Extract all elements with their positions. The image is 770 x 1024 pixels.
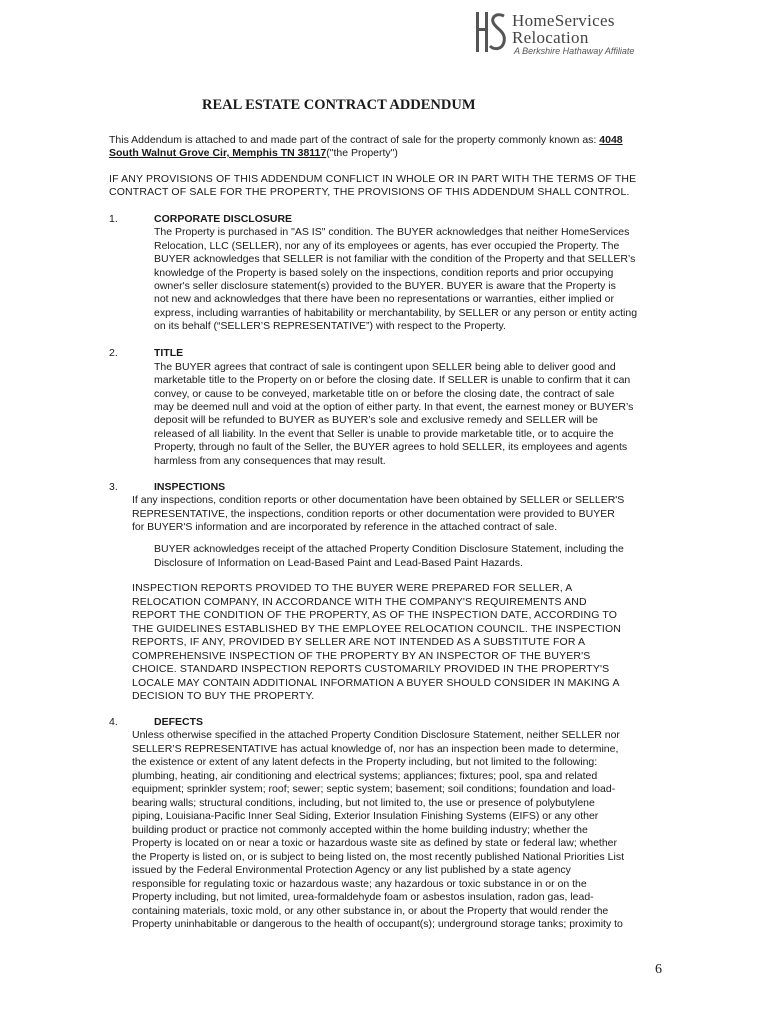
conflict-clause-line: IF ANY PROVISIONS OF THIS ADDENDUM CONFLICT IN WHOLE OR IN PART WITH THE TERMS OF THE: [109, 173, 637, 185]
section-number: 3.: [109, 481, 118, 493]
section-line: containing materials, toxic mold, or any other substance in, or about the Property that would render the: [132, 904, 609, 917]
section-line: Property, through no fault of the Seller, the BUYER agrees to hold SELLER, its employees and agents: [154, 441, 628, 453]
inspection-caps-line: LOCALE MAY CONTAIN ADDITIONAL INFORMATION A BUYER SHOULD CONSIDER IN MAKING A: [132, 676, 620, 689]
property-address-part2: South Walnut Grove Cir, Memphis TN 38117: [109, 147, 327, 159]
inspection-caps-line: COMPREHENSIVE INSPECTION OF THE PROPERTY BY AN INSPECTOR OF THE BUYER'S: [132, 649, 591, 662]
section-line: Property is located on or near a toxic or hazardous waste site as defined by state or federal law; whether: [132, 837, 618, 849]
section-line: If any inspections, condition reports or other documentation have been obtained by SELLER or SELLER'S: [132, 494, 625, 506]
section-heading: CORPORATE DISCLOSURE: [154, 213, 293, 225]
section-line: BUYER acknowledges that SELLER is not familiar with the condition of the Property and that SELLER’s: [154, 253, 636, 265]
section-heading: INSPECTIONS: [154, 481, 226, 493]
section-number: 1.: [109, 213, 118, 225]
inspection-caps-line: CHOICE. STANDARD INSPECTION REPORTS CUSTOMARILY PROVIDED IN THE PROPERTY'S: [132, 663, 610, 675]
section-line: plumbing, heating, air conditioning and electrical systems; appliances; fixtures; pool, spa and related: [132, 769, 598, 782]
inspection-caps-line: DECISION TO BUY THE PROPERTY.: [132, 690, 315, 702]
section-line: marketable title to the Property on or before the closing date. If SELLER is unable to confirm that it can: [154, 374, 631, 386]
inspection-caps-line: INSPECTION REPORTS PROVIDED TO THE BUYER WERE PREPARED FOR SELLER, A: [132, 582, 573, 594]
section-line: deposit will be refunded to BUYER as BUYER’s sole and exclusive remedy and SELLER will be: [154, 414, 598, 426]
section-line: knowledge of the Property is based solely on the inspections, condition reports and prior occupying: [154, 266, 614, 279]
inspection-caps-line: REPORTS, IF ANY, PROVIDED BY SELLER ARE NOT INTENDED AS A SUBSTITUTE FOR A: [132, 636, 586, 648]
section-line: convey, or cause to be conveyed, marketable title on or before the closing date, the contract of sale: [154, 387, 615, 400]
section-line: building product or practice not commonly accepted within the home building industry; whether the: [132, 823, 588, 836]
intro-line-1: [109, 134, 623, 147]
intro-suffix: ("the Property"): [326, 147, 398, 159]
section-line: SELLER’S REPRESENTATIVE has actual knowledge of, nor has an inspection been made to determine,: [132, 742, 619, 755]
section-line: piping, Louisiana-Pacific Inner Seal Siding, Exterior Insulation Finishing Systems (EIFS) or any other: [132, 810, 599, 822]
logo-brand-line2: Relocation: [512, 28, 589, 47]
section-line: responsible for regulating toxic or hazardous waste; any hazardous or toxic substance in or on the: [132, 877, 587, 890]
section-line: issued by the Federal Environmental Protection Agency or any list published by a state agency: [132, 864, 571, 876]
section-line: harmless from any consequences that may result.: [154, 454, 386, 467]
section-heading: TITLE: [154, 347, 184, 359]
inspection-caps-line: THE GUIDELINES ESTABLISHED BY THE EMPLOYEE RELOCATION COUNCIL. THE INSPECTION: [132, 622, 622, 635]
company-logo: [474, 10, 654, 54]
section-number: 2.: [109, 347, 118, 359]
section-line: The Property is purchased in "AS IS" condition. The BUYER acknowledges that neither HomeServices: [154, 226, 630, 238]
property-address-part1: 4048: [599, 134, 623, 146]
section-line: may be deemed null and void at the option of either party. In that event, the earnest money or BUYER’s: [154, 401, 634, 413]
section-line: Property including, but not limited, urea-formaldehyde foam or asbestos insulation, radon gas, lead-: [132, 891, 594, 903]
intro-line-2: [109, 147, 398, 160]
section-line: released of all liability. In the event that Seller is unable to provide marketable title, or to acquire the: [154, 427, 614, 440]
hs-monogram-icon: [474, 10, 508, 54]
section-line: for BUYER'S information and are incorporated by reference in the attached contract of sale.: [132, 521, 558, 533]
section-line: BUYER acknowledges receipt of the attached Property Condition Disclosure Statement, including the: [154, 543, 624, 555]
section-number: 4.: [109, 716, 118, 728]
logo-tagline: A Berkshire Hathaway Affiliate: [514, 46, 635, 56]
section-line: Relocation, LLC (SELLER), nor any of its employees or agents, has ever occupied the Property. The: [154, 239, 620, 252]
section-line: on its behalf (“SELLER’S REPRESENTATIVE”) with respect to the Property.: [154, 320, 506, 332]
section-line: Property uninhabitable or dangerous to the health of occupant(s); underground storage tanks; proximity to: [132, 918, 623, 930]
section-line: REPRESENTATIVE, the inspections, condition reports or other documentation were provided to BUYER: [132, 507, 615, 520]
intro-prefix: This Addendum is attached to and made part of the contract of sale for the property commonly known as:: [109, 134, 600, 146]
section-line: The BUYER agrees that contract of sale is contingent upon SELLER being able to deliver good and: [154, 360, 616, 373]
section-line: the Property is listed on, or is subject to being listed on, the most recently published National Priorities List: [132, 850, 624, 863]
inspection-caps-line: RELOCATION COMPANY, IN ACCORDANCE WITH THE COMPANY'S REQUIREMENTS AND: [132, 595, 587, 608]
section-line: Disclosure of Information on Lead-Based Paint and Lead-Based Paint Hazards.: [154, 556, 523, 569]
section-line: bearing walls; structural conditions, including, but not limited to, the use or presence of polybutylene: [132, 796, 595, 809]
section-line: Unless otherwise specified in the attached Property Condition Disclosure Statement, neither SELLER nor: [132, 729, 620, 741]
section-line: owner's seller disclosure statement(s) provided to the BUYER. BUYER is aware that the Property is: [154, 280, 616, 292]
section-line: the existence or extent of any latent defects in the Property including, but not limited to the following:: [132, 756, 598, 768]
section-line: equipment; sprinkler system; roof; sewer; septic system; basement; soil conditions; foundation and load-: [132, 783, 616, 795]
section-line: express, including warranties of habitability or merchantability, by SELLER or any person or entity acting: [154, 306, 638, 319]
document-title: REAL ESTATE CONTRACT ADDENDUM: [202, 97, 476, 113]
inspection-caps-line: REPORT THE CONDITION OF THE PROPERTY, AS OF THE INSPECTION DATE, ACCORDING TO: [132, 609, 618, 621]
page-number: 6: [655, 962, 662, 977]
section-line: not new and acknowledges that there have been no representations or warranties, either implied or: [154, 293, 614, 305]
section-heading: DEFECTS: [154, 716, 204, 728]
conflict-clause-line: CONTRACT OF SALE FOR THE PROPERTY, THE PROVISIONS OF THIS ADDENDUM SHALL CONTROL.: [109, 186, 630, 198]
logo-brand-line1: HomeServices: [512, 11, 615, 30]
